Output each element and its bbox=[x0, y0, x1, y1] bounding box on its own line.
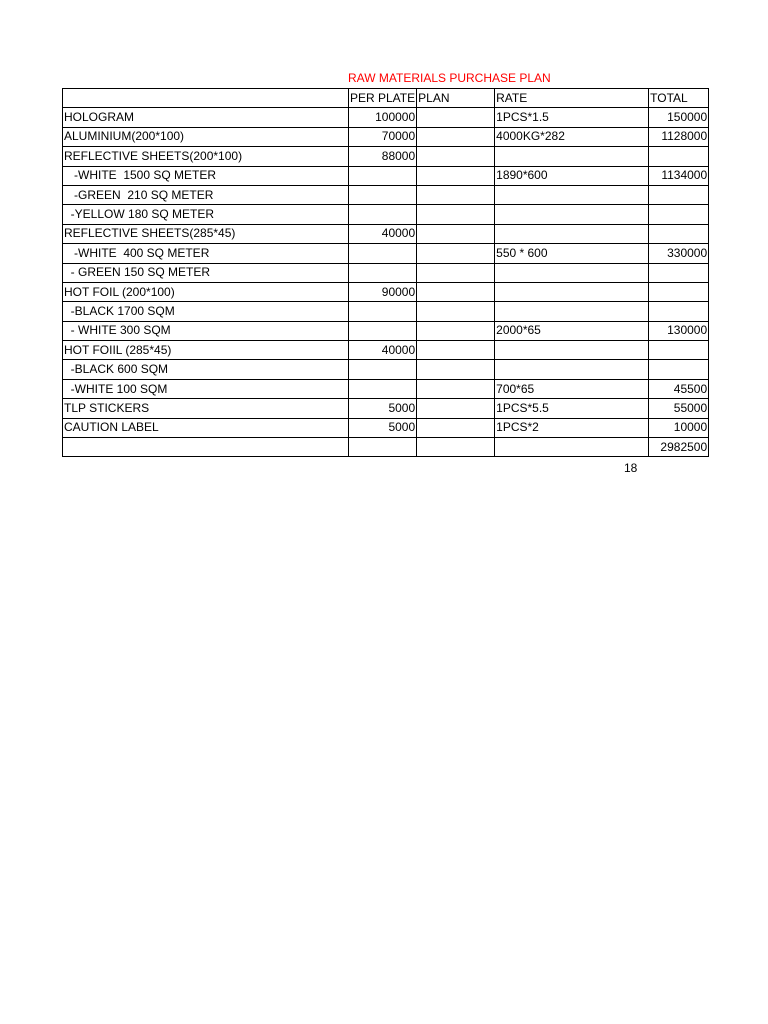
cell-rate: 1PCS*1.5 bbox=[495, 108, 649, 127]
cell-plan bbox=[417, 166, 495, 185]
cell-rate: 1PCS*2 bbox=[495, 418, 649, 437]
cell-rate bbox=[495, 302, 649, 321]
cell-per-plate bbox=[349, 302, 417, 321]
cell-item: REFLECTIVE SHEETS(285*45) bbox=[63, 224, 349, 243]
cell-item: HOT FOIL (200*100) bbox=[63, 282, 349, 301]
cell-total bbox=[649, 224, 709, 243]
cell-item: -BLACK 600 SQM bbox=[63, 360, 349, 379]
cell-item: -YELLOW 180 SQ METER bbox=[63, 205, 349, 224]
cell-total: 45500 bbox=[649, 379, 709, 398]
table-row bbox=[63, 302, 709, 321]
cell-plan bbox=[417, 302, 495, 321]
table-body bbox=[63, 89, 709, 457]
cell-plan bbox=[417, 379, 495, 398]
cell-rate bbox=[495, 185, 649, 204]
table-row bbox=[63, 127, 709, 146]
cell-per-plate bbox=[349, 244, 417, 263]
table-row bbox=[63, 263, 709, 282]
cell-item bbox=[63, 438, 349, 457]
cell-total bbox=[649, 302, 709, 321]
cell-plan bbox=[417, 108, 495, 127]
cell-per-plate bbox=[349, 379, 417, 398]
cell-item: -WHITE 400 SQ METER bbox=[63, 244, 349, 263]
cell-plan bbox=[417, 438, 495, 457]
table-row bbox=[63, 166, 709, 185]
cell-total bbox=[649, 263, 709, 282]
cell-plan bbox=[417, 147, 495, 166]
cell-rate bbox=[495, 224, 649, 243]
cell-per-plate: 40000 bbox=[349, 224, 417, 243]
cell-total bbox=[649, 205, 709, 224]
cell-total bbox=[649, 360, 709, 379]
cell-plan bbox=[417, 263, 495, 282]
cell-rate: 1PCS*5.5 bbox=[495, 399, 649, 418]
header-cell-item bbox=[63, 89, 349, 108]
cell-plan bbox=[417, 127, 495, 146]
cell-rate bbox=[495, 282, 649, 301]
cell-rate: 4000KG*282 bbox=[495, 127, 649, 146]
cell-item: TLP STICKERS bbox=[63, 399, 349, 418]
table-row bbox=[63, 360, 709, 379]
header-cell-per-plate: PER PLATE bbox=[349, 89, 417, 108]
cell-item: HOLOGRAM bbox=[63, 108, 349, 127]
table-row bbox=[63, 282, 709, 301]
cell-total: 150000 bbox=[649, 108, 709, 127]
cell-total bbox=[649, 185, 709, 204]
table-row bbox=[63, 321, 709, 340]
cell-plan bbox=[417, 399, 495, 418]
table-row bbox=[63, 185, 709, 204]
cell-total: 2982500 bbox=[649, 438, 709, 457]
cell-per-plate: 100000 bbox=[349, 108, 417, 127]
header-cell-rate: RATE bbox=[495, 89, 649, 108]
cell-total: 1134000 bbox=[649, 166, 709, 185]
cell-item: -WHITE 1500 SQ METER bbox=[63, 166, 349, 185]
cell-total: 55000 bbox=[649, 399, 709, 418]
table-row bbox=[63, 147, 709, 166]
cell-plan bbox=[417, 341, 495, 360]
page-number: 18 bbox=[624, 461, 638, 475]
cell-rate: 1890*600 bbox=[495, 166, 649, 185]
cell-total bbox=[649, 282, 709, 301]
cell-plan bbox=[417, 224, 495, 243]
cell-per-plate: 40000 bbox=[349, 341, 417, 360]
cell-per-plate bbox=[349, 205, 417, 224]
cell-plan bbox=[417, 282, 495, 301]
cell-per-plate bbox=[349, 321, 417, 340]
table-row bbox=[63, 244, 709, 263]
cell-item: -WHITE 100 SQM bbox=[63, 379, 349, 398]
cell-per-plate bbox=[349, 438, 417, 457]
cell-per-plate: 5000 bbox=[349, 418, 417, 437]
table-row bbox=[63, 205, 709, 224]
cell-rate bbox=[495, 147, 649, 166]
cell-rate: 2000*65 bbox=[495, 321, 649, 340]
cell-item: HOT FOIIL (285*45) bbox=[63, 341, 349, 360]
cell-total bbox=[649, 147, 709, 166]
cell-per-plate bbox=[349, 166, 417, 185]
cell-item: - GREEN 150 SQ METER bbox=[63, 263, 349, 282]
cell-per-plate bbox=[349, 185, 417, 204]
cell-per-plate bbox=[349, 263, 417, 282]
purchase-plan-table bbox=[62, 88, 709, 457]
cell-item: REFLECTIVE SHEETS(200*100) bbox=[63, 147, 349, 166]
cell-item: -GREEN 210 SQ METER bbox=[63, 185, 349, 204]
cell-plan bbox=[417, 418, 495, 437]
cell-per-plate bbox=[349, 360, 417, 379]
cell-item: ALUMINIUM(200*100) bbox=[63, 127, 349, 146]
cell-rate: 700*65 bbox=[495, 379, 649, 398]
cell-plan bbox=[417, 185, 495, 204]
cell-total: 130000 bbox=[649, 321, 709, 340]
header-cell-total: TOTAL bbox=[649, 89, 709, 108]
cell-per-plate: 5000 bbox=[349, 399, 417, 418]
cell-rate: 550 * 600 bbox=[495, 244, 649, 263]
cell-plan bbox=[417, 321, 495, 340]
cell-total: 330000 bbox=[649, 244, 709, 263]
header-cell-plan: PLAN bbox=[417, 89, 495, 108]
table-row bbox=[63, 224, 709, 243]
cell-item: - WHITE 300 SQM bbox=[63, 321, 349, 340]
cell-plan bbox=[417, 205, 495, 224]
table-row bbox=[63, 379, 709, 398]
cell-plan bbox=[417, 360, 495, 379]
cell-rate bbox=[495, 341, 649, 360]
cell-item: CAUTION LABEL bbox=[63, 418, 349, 437]
cell-plan bbox=[417, 244, 495, 263]
cell-rate bbox=[495, 263, 649, 282]
table-row bbox=[63, 399, 709, 418]
cell-per-plate: 70000 bbox=[349, 127, 417, 146]
cell-total bbox=[649, 341, 709, 360]
table-row bbox=[63, 418, 709, 437]
cell-rate bbox=[495, 438, 649, 457]
cell-rate bbox=[495, 360, 649, 379]
header-row bbox=[63, 89, 709, 108]
cell-per-plate: 88000 bbox=[349, 147, 417, 166]
table-row bbox=[63, 438, 709, 457]
table-row bbox=[63, 341, 709, 360]
cell-item: -BLACK 1700 SQM bbox=[63, 302, 349, 321]
sheet-title: RAW MATERIALS PURCHASE PLAN bbox=[348, 71, 551, 85]
cell-total: 1128000 bbox=[649, 127, 709, 146]
cell-per-plate: 90000 bbox=[349, 282, 417, 301]
cell-rate bbox=[495, 205, 649, 224]
table-row bbox=[63, 108, 709, 127]
cell-total: 10000 bbox=[649, 418, 709, 437]
